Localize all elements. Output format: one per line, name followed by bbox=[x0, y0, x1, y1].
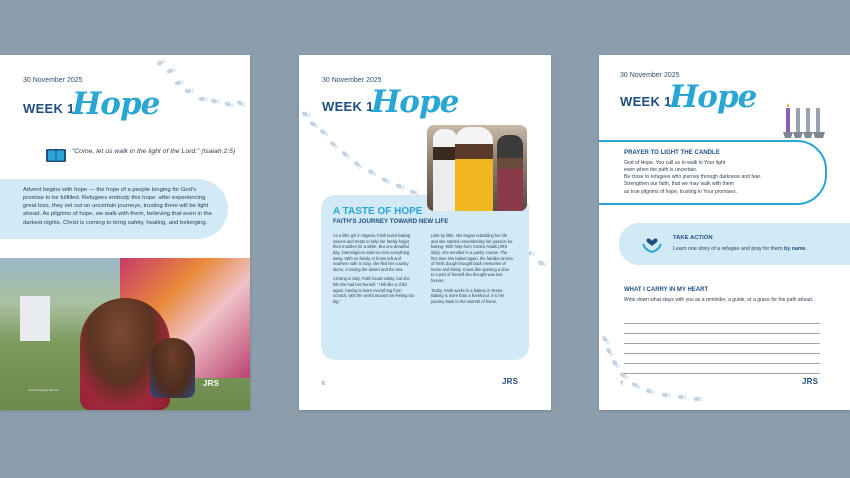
writing-line bbox=[624, 333, 820, 334]
take-action-title: TAKE ACTION bbox=[673, 235, 713, 241]
writing-line bbox=[624, 343, 820, 344]
date-label: 30 November 2025 bbox=[322, 77, 382, 84]
prayer-line: Strengthen our faith, that we may walk with them bbox=[624, 181, 734, 188]
hope-title: Hope bbox=[669, 79, 757, 115]
week-label: WEEK 1 bbox=[620, 94, 672, 109]
prayer-line: Be close to refugees who journey through darkness and fear. bbox=[624, 174, 762, 181]
jrs-logo: JRS bbox=[502, 377, 519, 386]
prayer-text bbox=[624, 160, 819, 196]
writing-line bbox=[624, 323, 820, 324]
date-label: 30 November 2025 bbox=[620, 72, 680, 79]
story-paragraph: As a little girl in Nigeria, Faith loved baking sweets and treats to help her family forget their troubles for a while. But one dreadful day, interreligious violence tore everything away. With no family or home left and nowhere safe to stay, she fled her country alone, crossing the desert and the sea. bbox=[333, 233, 411, 272]
photo-credit: Jesuit Refugee Service bbox=[28, 388, 59, 392]
scripture-quote: “Come, let us walk in the light of the Lord.” (Isaiah 2:5) bbox=[72, 148, 236, 155]
page-week1-prayer bbox=[599, 55, 850, 410]
take-action-text bbox=[673, 246, 807, 252]
story-paragraph: Today, Faith works in a bakery in Rome. Baking is more than a livelihood; it is her journey back to the warmth of home. bbox=[431, 287, 505, 305]
date-label: 30 November 2025 bbox=[23, 77, 83, 84]
jrs-logo: JRS bbox=[203, 379, 220, 388]
heart-title: WHAT I CARRY IN MY HEART bbox=[624, 287, 709, 293]
intro-text: Advent begins with hope — the hope of a people longing for God's promise to be fulfilled. Refugees embody this hope: after experiencing great loss, they set out on uncertain journeys, trusting there will be light ahead. As pilgrims of hope, we walk with them, believing that even in the darkest nights, Christ is coming to bring safety, healing, and belonging. bbox=[23, 187, 212, 226]
week-label: WEEK 1 bbox=[23, 101, 75, 116]
hope-title: Hope bbox=[371, 84, 459, 120]
story-paragraph: Arriving in Italy, Faith found safety, but she felt she had lost herself. “I felt like a child again, having to learn everything from scratch, with the world around me feeling too big.” bbox=[333, 276, 415, 305]
week-label: WEEK 1 bbox=[322, 99, 374, 114]
hands-heart-icon bbox=[641, 232, 663, 254]
story-title: A TASTE OF HOPE bbox=[333, 206, 423, 217]
prayer-line: God of Hope, You call us to walk in Your light bbox=[624, 160, 726, 166]
candles-icon bbox=[783, 100, 825, 142]
take-action-emphasis: by name. bbox=[784, 246, 807, 252]
writing-line bbox=[624, 373, 820, 374]
prayer-line: even when the path is uncertain. bbox=[624, 167, 698, 174]
page-week1-intro bbox=[0, 55, 250, 410]
story-paragraph: Little by little, she began rebuilding her life and she started remembering her passion for baking. With help from Centro Astalli (JRS Italy), she enrolled in a pastry course. The first time she baked again, the familiar aroma of fresh dough brought back memories of home and family. It was like opening a door to a part of herself she thought was lost forever. bbox=[431, 233, 513, 284]
footprints-decoration bbox=[299, 110, 434, 200]
bakers-photo bbox=[427, 125, 527, 211]
page-week1-story bbox=[299, 55, 551, 410]
prayer-line: as true pilgrims of hope, trusting in Your promises. bbox=[624, 188, 737, 195]
jrs-logo: JRS bbox=[802, 377, 819, 386]
footprints-decoration bbox=[150, 55, 250, 115]
bible-icon bbox=[45, 147, 67, 163]
prayer-title: PRAYER TO LIGHT THE CANDLE bbox=[624, 149, 720, 156]
story-column-left bbox=[333, 233, 415, 309]
writing-line bbox=[624, 353, 820, 354]
story-subtitle: FAITH'S JOURNEY TOWARD NEW LIFE bbox=[333, 218, 449, 225]
hope-title: Hope bbox=[72, 86, 160, 122]
heart-text: Write down what stays with you as a reminder, a guide, or a grace for the path ahead. bbox=[624, 297, 814, 303]
take-action-sentence: Learn one story of a refugee and pray for them bbox=[673, 246, 785, 252]
writing-line bbox=[624, 363, 820, 364]
page-number: 7 bbox=[620, 381, 623, 387]
story-column-right bbox=[431, 233, 513, 309]
page-number: 6 bbox=[322, 381, 325, 387]
